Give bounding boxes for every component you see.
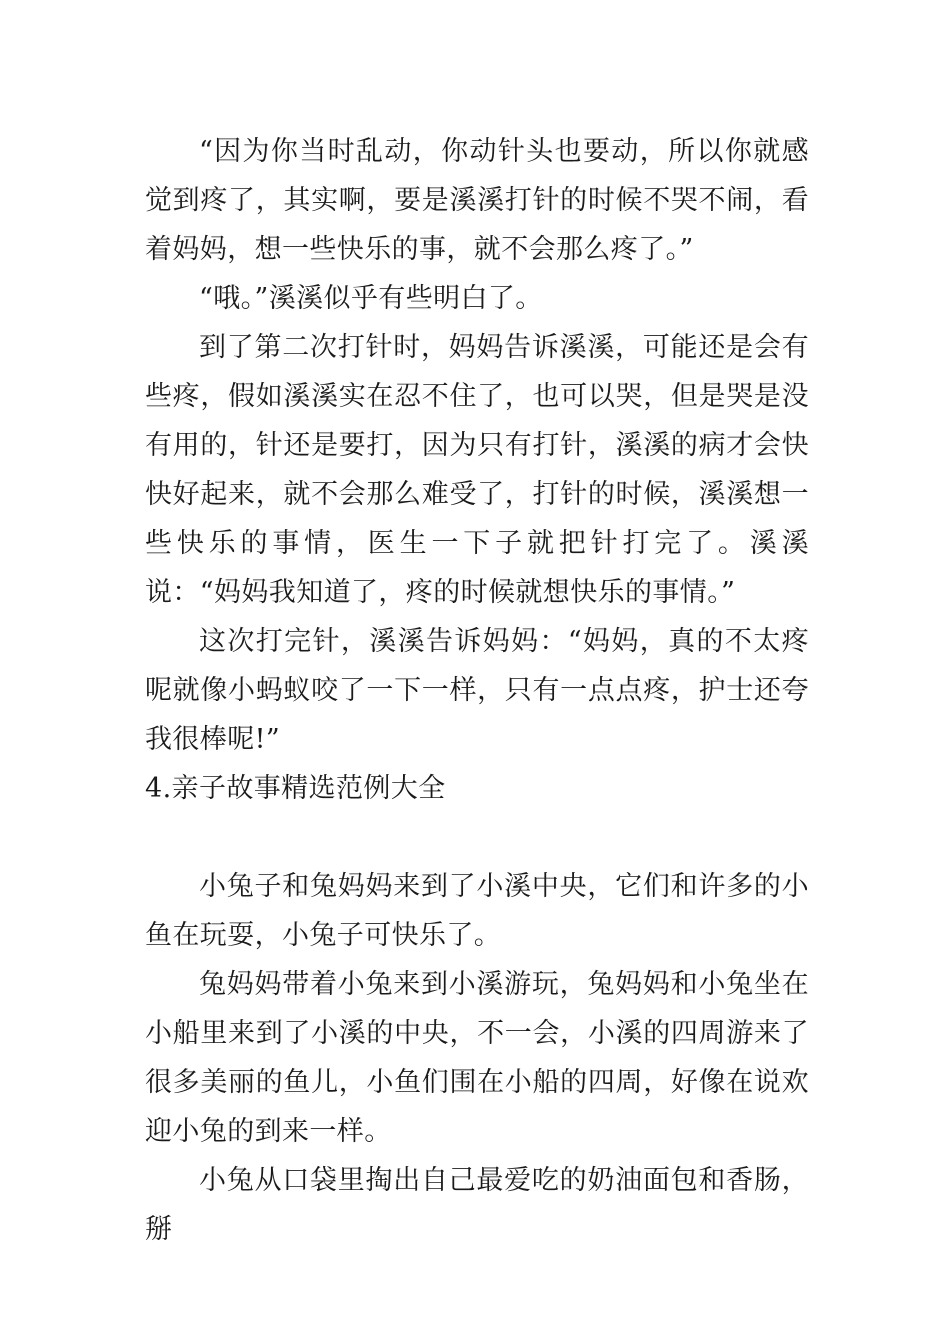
paragraph: 小兔从口袋里掏出自己最爱吃的奶油面包和香肠，掰	[145, 1165, 809, 1245]
paragraph: 兔妈妈带着小兔来到小溪游玩，兔妈妈和小兔坐在小船里来到了小溪的中央，不一会，小溪的四周游来了很多美丽的鱼儿，小鱼们围在小船的四周，好像在说欢迎小兔的到来一样。	[145, 969, 809, 1147]
paragraph: “哦。”溪溪似乎有些明白了。	[199, 283, 543, 314]
section-heading: 4.亲子故事精选范例大全	[145, 773, 446, 804]
paragraph: 到了第二次打针时，妈妈告诉溪溪，可能还是会有些疼，假如溪溪实在忍不住了，也可以哭，但是哭是没有用的，针还是要打，因为只有打针，溪溪的病才会快快好起来，就不会那么难受了，打针的时候，溪溪想一些快乐的事情，医生一下子就把针打完了。溪溪说：“妈妈我知道了，疼的时候就想快乐的事情。”	[145, 332, 809, 608]
paragraph: “因为你当时乱动，你动针头也要动，所以你就感觉到疼了，其实啊，要是溪溪打针的时候不哭不闹，看着妈妈，想一些快乐的事，就不会那么疼了。”	[145, 136, 809, 265]
paragraph: 这次打完针，溪溪告诉妈妈：“妈妈，真的不太疼呢就像小蚂蚁咬了一下一样，只有一点点疼，护士还夸我很棒呢!”	[145, 626, 809, 755]
blank-line	[145, 813, 809, 862]
document-body	[145, 127, 809, 1254]
paragraph: 小兔子和兔妈妈来到了小溪中央，它们和许多的小鱼在玩耍，小兔子可快乐了。	[145, 871, 809, 951]
